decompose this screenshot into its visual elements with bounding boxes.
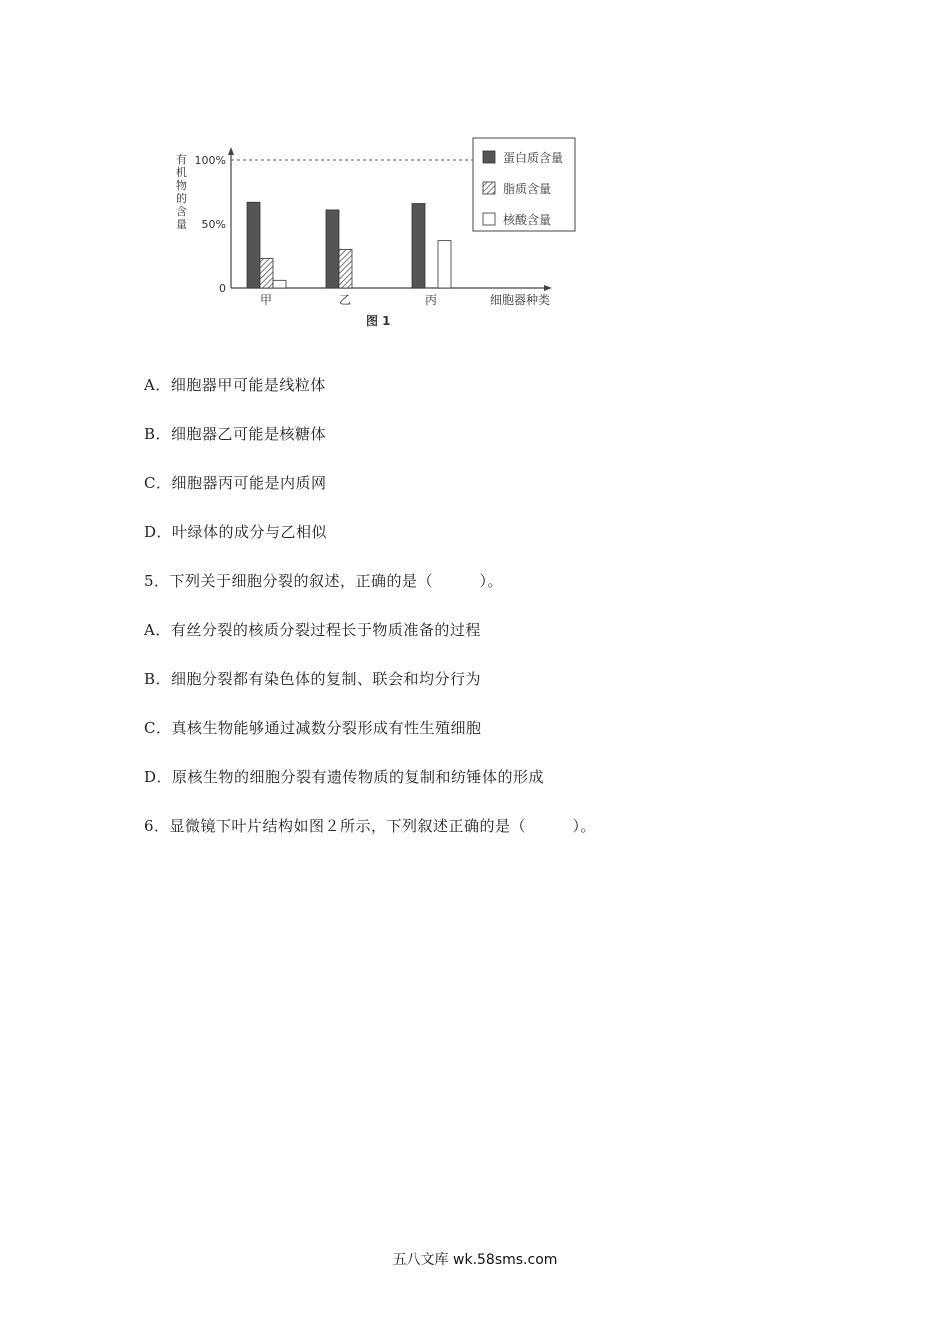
y-axis-label-char: 机 <box>176 166 187 179</box>
organelle-composition-chart <box>168 133 608 343</box>
y-tick-label: 100% <box>194 154 226 167</box>
x-category-label: 乙 <box>338 293 352 307</box>
x-category-label: 丙 <box>424 293 438 307</box>
x-axis-arrow <box>544 285 552 291</box>
y-tick-label: 50% <box>201 218 226 231</box>
legend-swatch <box>483 151 495 163</box>
legend-swatch <box>483 182 495 194</box>
text-line: B．细胞分裂都有染色体的复制、联会和均分行为 <box>144 670 482 688</box>
y-axis-label-char: 有 <box>176 153 187 166</box>
bar-3-3 <box>438 241 451 288</box>
y-axis-label-char: 含 <box>176 205 187 218</box>
x-axis-label: 细胞器种类 <box>490 293 551 307</box>
bar-2-1 <box>260 259 273 288</box>
y-axis-label-char: 量 <box>176 218 187 231</box>
text-line: 5．下列关于细胞分裂的叙述，正确的是（ ）。 <box>144 572 504 590</box>
text-line: 6．显微镜下叶片结构如图２所示，下列叙述正确的是（ ）。 <box>144 817 597 835</box>
figure-caption: 图 1 <box>366 314 391 328</box>
y-axis-label <box>176 153 187 231</box>
text-line: D．叶绿体的成分与乙相似 <box>144 523 328 541</box>
text-line: A．细胞器甲可能是线粒体 <box>144 376 326 394</box>
y-axis-label-char: 物 <box>176 179 187 192</box>
bar-3-1 <box>273 280 286 288</box>
footer-watermark: 五八文库 wk.58sms.com <box>392 1252 558 1268</box>
text-line: B．细胞器乙可能是核糖体 <box>144 425 327 443</box>
bar-1-2 <box>326 210 339 288</box>
text-line: A．有丝分裂的核质分裂过程长于物质准备的过程 <box>144 621 481 639</box>
x-category-label: 甲 <box>259 293 273 307</box>
y-axis-arrow <box>228 147 234 155</box>
text-line: C．真核生物能够通过减数分裂形成有性生殖细胞 <box>144 719 482 737</box>
legend-label: 脂质含量 <box>503 182 552 196</box>
text-line: C．细胞器丙可能是内质网 <box>144 474 327 492</box>
legend-label: 蛋白质含量 <box>503 151 564 165</box>
legend-swatch <box>483 213 495 225</box>
bar-2-2 <box>339 250 352 288</box>
bar-1-1 <box>247 202 260 288</box>
legend <box>473 138 575 231</box>
bar-1-3 <box>412 204 425 288</box>
text-line: D．原核生物的细胞分裂有遗传物质的复制和纺锤体的形成 <box>144 768 545 786</box>
legend-label: 核酸含量 <box>503 213 552 227</box>
y-axis-label-char: 的 <box>176 192 187 205</box>
y-tick-label: 0 <box>219 282 226 295</box>
